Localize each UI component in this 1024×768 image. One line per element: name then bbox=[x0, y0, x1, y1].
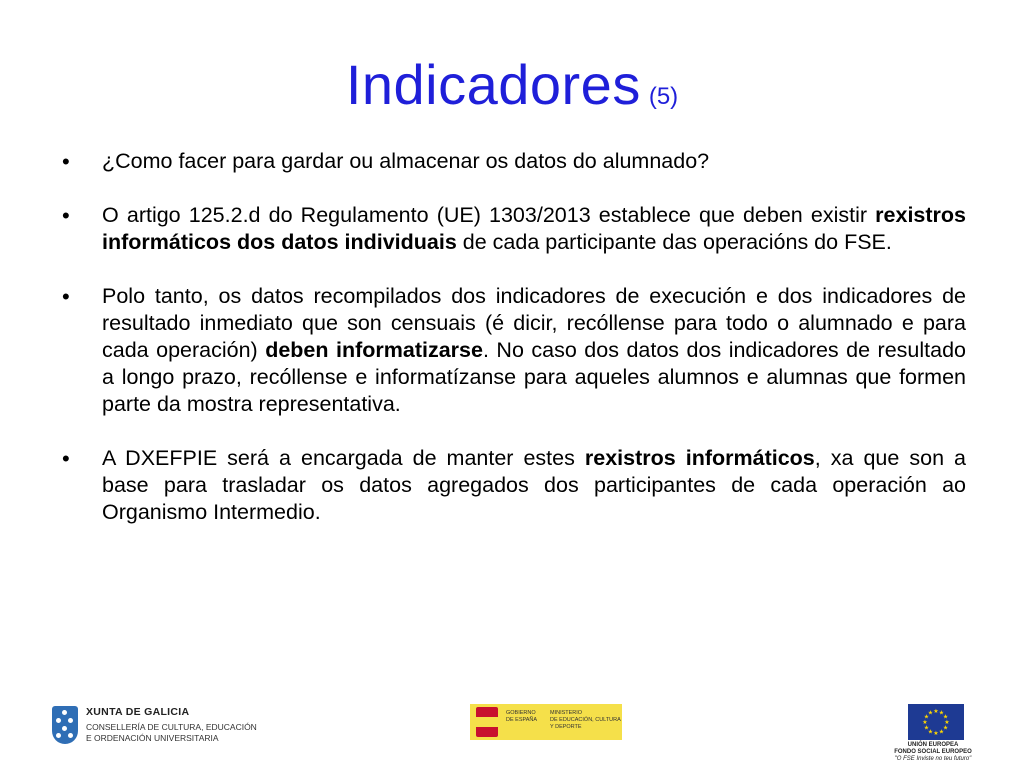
eu-flag-icon bbox=[908, 704, 964, 740]
bullet-item bbox=[62, 283, 966, 418]
bullet-text: ¿Como facer para gardar ou almacenar os datos do alumnado? bbox=[102, 149, 710, 173]
xunta-department: CONSELLERÍA DE CULTURA, EDUCACIÓN E ORDENACIÓN UNIVERSITARIA bbox=[86, 722, 257, 743]
bullet-dot-icon: • bbox=[62, 149, 70, 174]
eu-star-icon: ★ bbox=[922, 720, 928, 726]
bullet-text: A DXEFPIE será a encargada de manter estes bbox=[102, 446, 585, 470]
bullet-item bbox=[62, 445, 966, 526]
eu-star-icon: ★ bbox=[944, 720, 950, 726]
bullet-text: . No caso dos datos dos indicadores de resultado a longo prazo, recóllense e informatízanse para aqueles alumnos e alumnas que formen parte da mostra representativa. bbox=[102, 338, 966, 416]
bullet-emphasis: deben informatizarse bbox=[265, 338, 483, 362]
eu-star-icon: ★ bbox=[927, 710, 934, 717]
gobierno-espana-logo bbox=[470, 704, 622, 740]
galicia-crest-icon bbox=[52, 706, 78, 744]
bullet-text: Polo tanto, os datos recompilados dos indicadores de execución e dos indicadores de resultado inmediato que son censuais (é dicir, recóllense para todo o alumnado e para cada operación) bbox=[102, 284, 966, 362]
bullet-item bbox=[62, 148, 966, 175]
eu-star-icon: ★ bbox=[942, 714, 949, 721]
eu-star-icon: ★ bbox=[923, 714, 930, 721]
gobierno-text: GOBIERNO DE ESPAÑA bbox=[506, 710, 538, 723]
xunta-logo bbox=[52, 706, 272, 746]
footer-logos bbox=[0, 700, 1024, 768]
bullet-emphasis: rexistros informáticos dos datos individuais bbox=[102, 203, 966, 254]
ministerio-text: MINISTERIO DE EDUCACIÓN, CULTURA Y DEPORTE bbox=[550, 710, 621, 730]
slide-title bbox=[0, 52, 1024, 117]
eu-star-icon: ★ bbox=[933, 709, 939, 715]
eu-fse-label: UNIÓN EUROPEA FONDO SOCIAL EUROPEO "O FSE Inviste no teu futuro" bbox=[894, 742, 972, 762]
eu-star-icon: ★ bbox=[942, 725, 949, 732]
spain-shield-icon bbox=[476, 707, 498, 737]
eu-star-icon: ★ bbox=[933, 731, 939, 737]
bullet-text: de cada participante das operacións do FSE. bbox=[456, 230, 892, 254]
eu-star-icon: ★ bbox=[938, 710, 945, 717]
bullet-dot-icon: • bbox=[62, 284, 70, 309]
eu-star-icon: ★ bbox=[923, 725, 930, 732]
bullet-emphasis: rexistros informáticos bbox=[584, 446, 815, 470]
bullet-dot-icon: • bbox=[62, 203, 70, 228]
eu-star-icon: ★ bbox=[927, 729, 934, 736]
bullet-text: O artigo 125.2.d do Regulamento (UE) 1303/2013 establece que deben existir bbox=[102, 203, 876, 227]
title-text: Indicadores bbox=[345, 53, 641, 116]
bullet-item bbox=[62, 202, 966, 256]
bullet-dot-icon: • bbox=[62, 446, 70, 471]
bullet-list bbox=[62, 148, 966, 553]
eu-star-icon: ★ bbox=[938, 729, 945, 736]
title-suffix: (5) bbox=[648, 83, 679, 110]
xunta-name: XUNTA DE GALICIA bbox=[86, 706, 190, 718]
bullet-text: , xa que son a base para trasladar os datos agregados dos participantes de cada operación ao Organismo Intermedio. bbox=[102, 446, 967, 524]
